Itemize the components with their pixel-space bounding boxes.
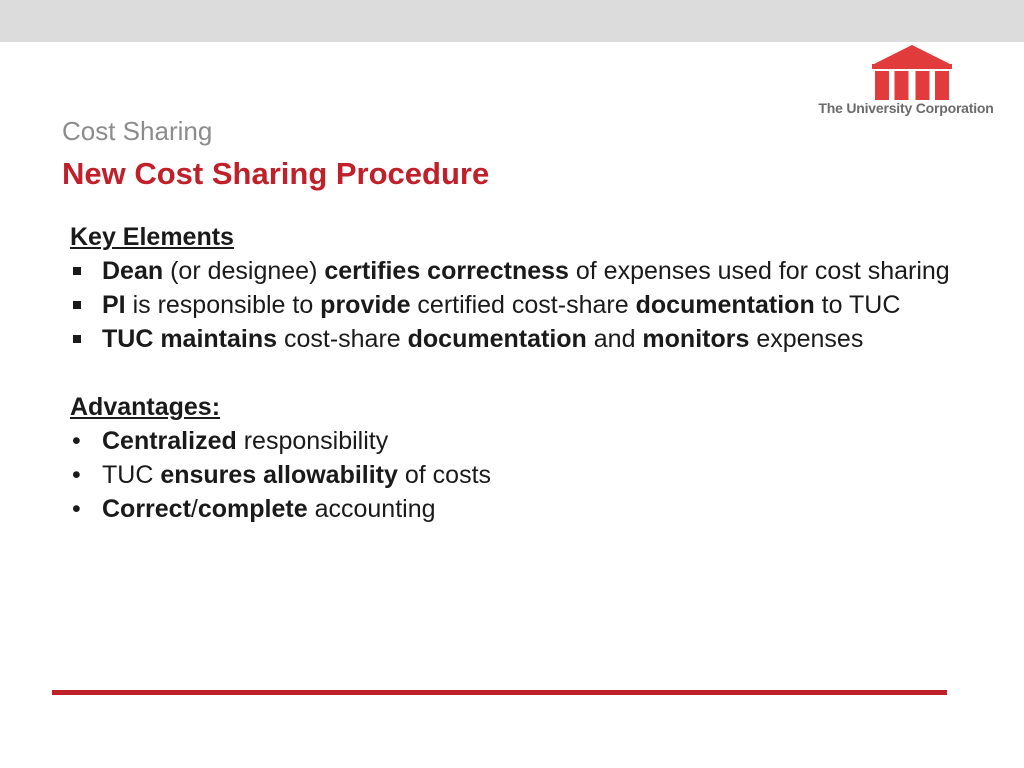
text: and — [586, 325, 643, 353]
square-bullet-icon — [73, 267, 81, 275]
bold-text: documentation — [635, 291, 815, 319]
key-element-item — [70, 322, 950, 356]
university-logo — [806, 44, 1006, 120]
slide-content — [70, 220, 950, 526]
square-bullet-icon — [73, 301, 81, 309]
bold-text: Dean — [102, 257, 164, 285]
text: expenses — [749, 325, 864, 353]
key-elements-heading: Key Elements — [70, 223, 234, 251]
bold-text: certifies correctness — [324, 257, 569, 285]
text: accounting — [307, 495, 436, 523]
bold-text: Correct — [102, 495, 191, 523]
building-logo-icon — [872, 44, 952, 100]
dot-bullet-icon: • — [72, 427, 81, 455]
text: certified cost-share — [410, 291, 636, 319]
dot-bullet-icon: • — [72, 495, 81, 523]
key-element-item — [70, 254, 950, 288]
advantage-item — [70, 492, 950, 526]
text: of costs — [397, 461, 492, 489]
text: responsibility — [236, 427, 389, 455]
text: to TUC — [814, 291, 901, 319]
advantage-item — [70, 458, 950, 492]
key-elements-list — [70, 254, 950, 356]
dot-bullet-icon: • — [72, 461, 81, 489]
bold-text: complete — [197, 495, 308, 523]
bold-text: monitors — [642, 325, 750, 353]
square-bullet-icon — [73, 335, 81, 343]
logo-text: The University Corporation — [818, 100, 994, 116]
text: cost-share — [277, 325, 408, 353]
bottom-divider — [52, 690, 947, 695]
slide-title: New Cost Sharing Procedure — [62, 156, 490, 191]
key-element-item — [70, 288, 950, 322]
advantages-list — [70, 424, 950, 526]
section-title: Cost Sharing — [62, 116, 213, 146]
bold-text: documentation — [407, 325, 587, 353]
advantage-item — [70, 424, 950, 458]
bold-text: provide — [320, 291, 411, 319]
text: of expenses used for cost sharing — [568, 257, 950, 285]
text: is responsible to — [125, 291, 321, 319]
bold-text: Centralized — [102, 427, 237, 455]
text: TUC — [102, 461, 161, 489]
text: (or designee) — [163, 257, 325, 285]
text: / — [190, 495, 198, 523]
top-banner — [0, 0, 1024, 42]
advantages-heading: Advantages: — [70, 393, 221, 421]
bold-text: PI — [102, 291, 126, 319]
bold-text: TUC maintains — [102, 325, 278, 353]
bold-text: ensures allowability — [160, 461, 398, 489]
